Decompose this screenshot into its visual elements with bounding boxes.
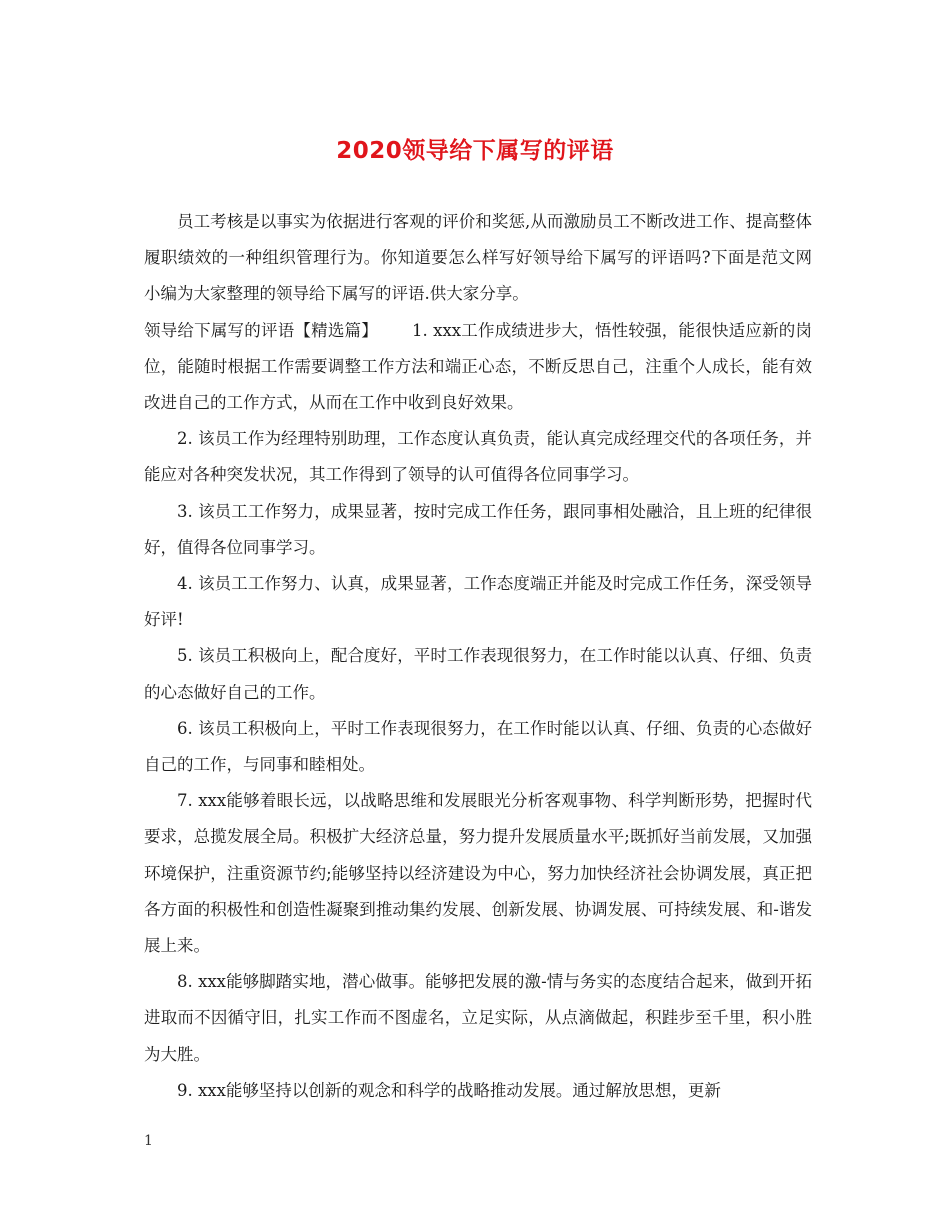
page-number: 1 bbox=[144, 1133, 153, 1149]
list-item: 3. 该员工工作努力，成果显著，按时完成工作任务，跟同事相处融洽，且上班的纪律很好，值得各位同事学习。 bbox=[144, 501, 812, 557]
list-item: 1. xxx工作成绩进步大，悟性较强，能很快适应新的岗位，能随时根据工作需要调整工作方法和端正心态，不断反思自己，注重个人成长，能有效改进自己的工作方式，从而在工作中收到良好效果。 bbox=[144, 320, 812, 413]
document-title: 2020领导给下属写的评语 bbox=[336, 138, 614, 164]
intro-paragraph: 员工考核是以事实为依据进行客观的评价和奖惩,从而激励员工不断改进工作、提高整体履职绩效的一种组织管理行为。你知道要怎么样写好领导给下属写的评语吗?下面是范文网小编为大家整理的领导给下属写的评语.供大家分享。 bbox=[144, 212, 812, 304]
list-item: 5. 该员工积极向上，配合度好，平时工作表现很努力，在工作时能以认真、仔细、负责的心态做好自己的工作。 bbox=[144, 646, 812, 702]
section-heading: 领导给下属写的评语【精选篇】 bbox=[144, 320, 378, 340]
list-item: 4. 该员工工作努力、认真，成果显著，工作态度端正并能及时完成工作任务，深受领导好评! bbox=[144, 574, 812, 630]
list-item: 6. 该员工积极向上，平时工作表现很努力，在工作时能以认真、仔细、负责的心态做好自己的工作，与同事和睦相处。 bbox=[144, 718, 812, 775]
list-item: 9. xxx能够坚持以创新的观念和科学的战略推动发展。通过解放思想，更新 bbox=[177, 1080, 721, 1100]
document-body bbox=[144, 204, 812, 1109]
first-item-paragraph bbox=[144, 313, 812, 422]
list-item: 8. xxx能够脚踏实地，潜心做事。能够把发展的激-情与务实的态度结合起来，做到开拓进取而不因循守旧，扎实工作而不图虚名，立足实际，从点滴做起，积跬步至千里，积小胜为大胜。 bbox=[144, 972, 812, 1064]
list-item: 2. 该员工作为经理特别助理，工作态度认真负责，能认真完成经理交代的各项任务，并能应对各种突发状况，其工作得到了领导的认可值得各位同事学习。 bbox=[144, 429, 812, 485]
list-item: 7. xxx能够着眼长远，以战略思维和发展眼光分析客观事物、科学判断形势，把握时代要求，总揽发展全局。积极扩大经济总量，努力提升发展质量水平;既抓好当前发展，又加强环境保护，注重资源节约;能够坚持以经济建设为中心，努力加快经济社会协调发展，真正把各方面的积极性和创造性凝聚到推动集约发展、创新发展、协调发展、可持续发展、和-谐发展上来。 bbox=[144, 791, 812, 956]
